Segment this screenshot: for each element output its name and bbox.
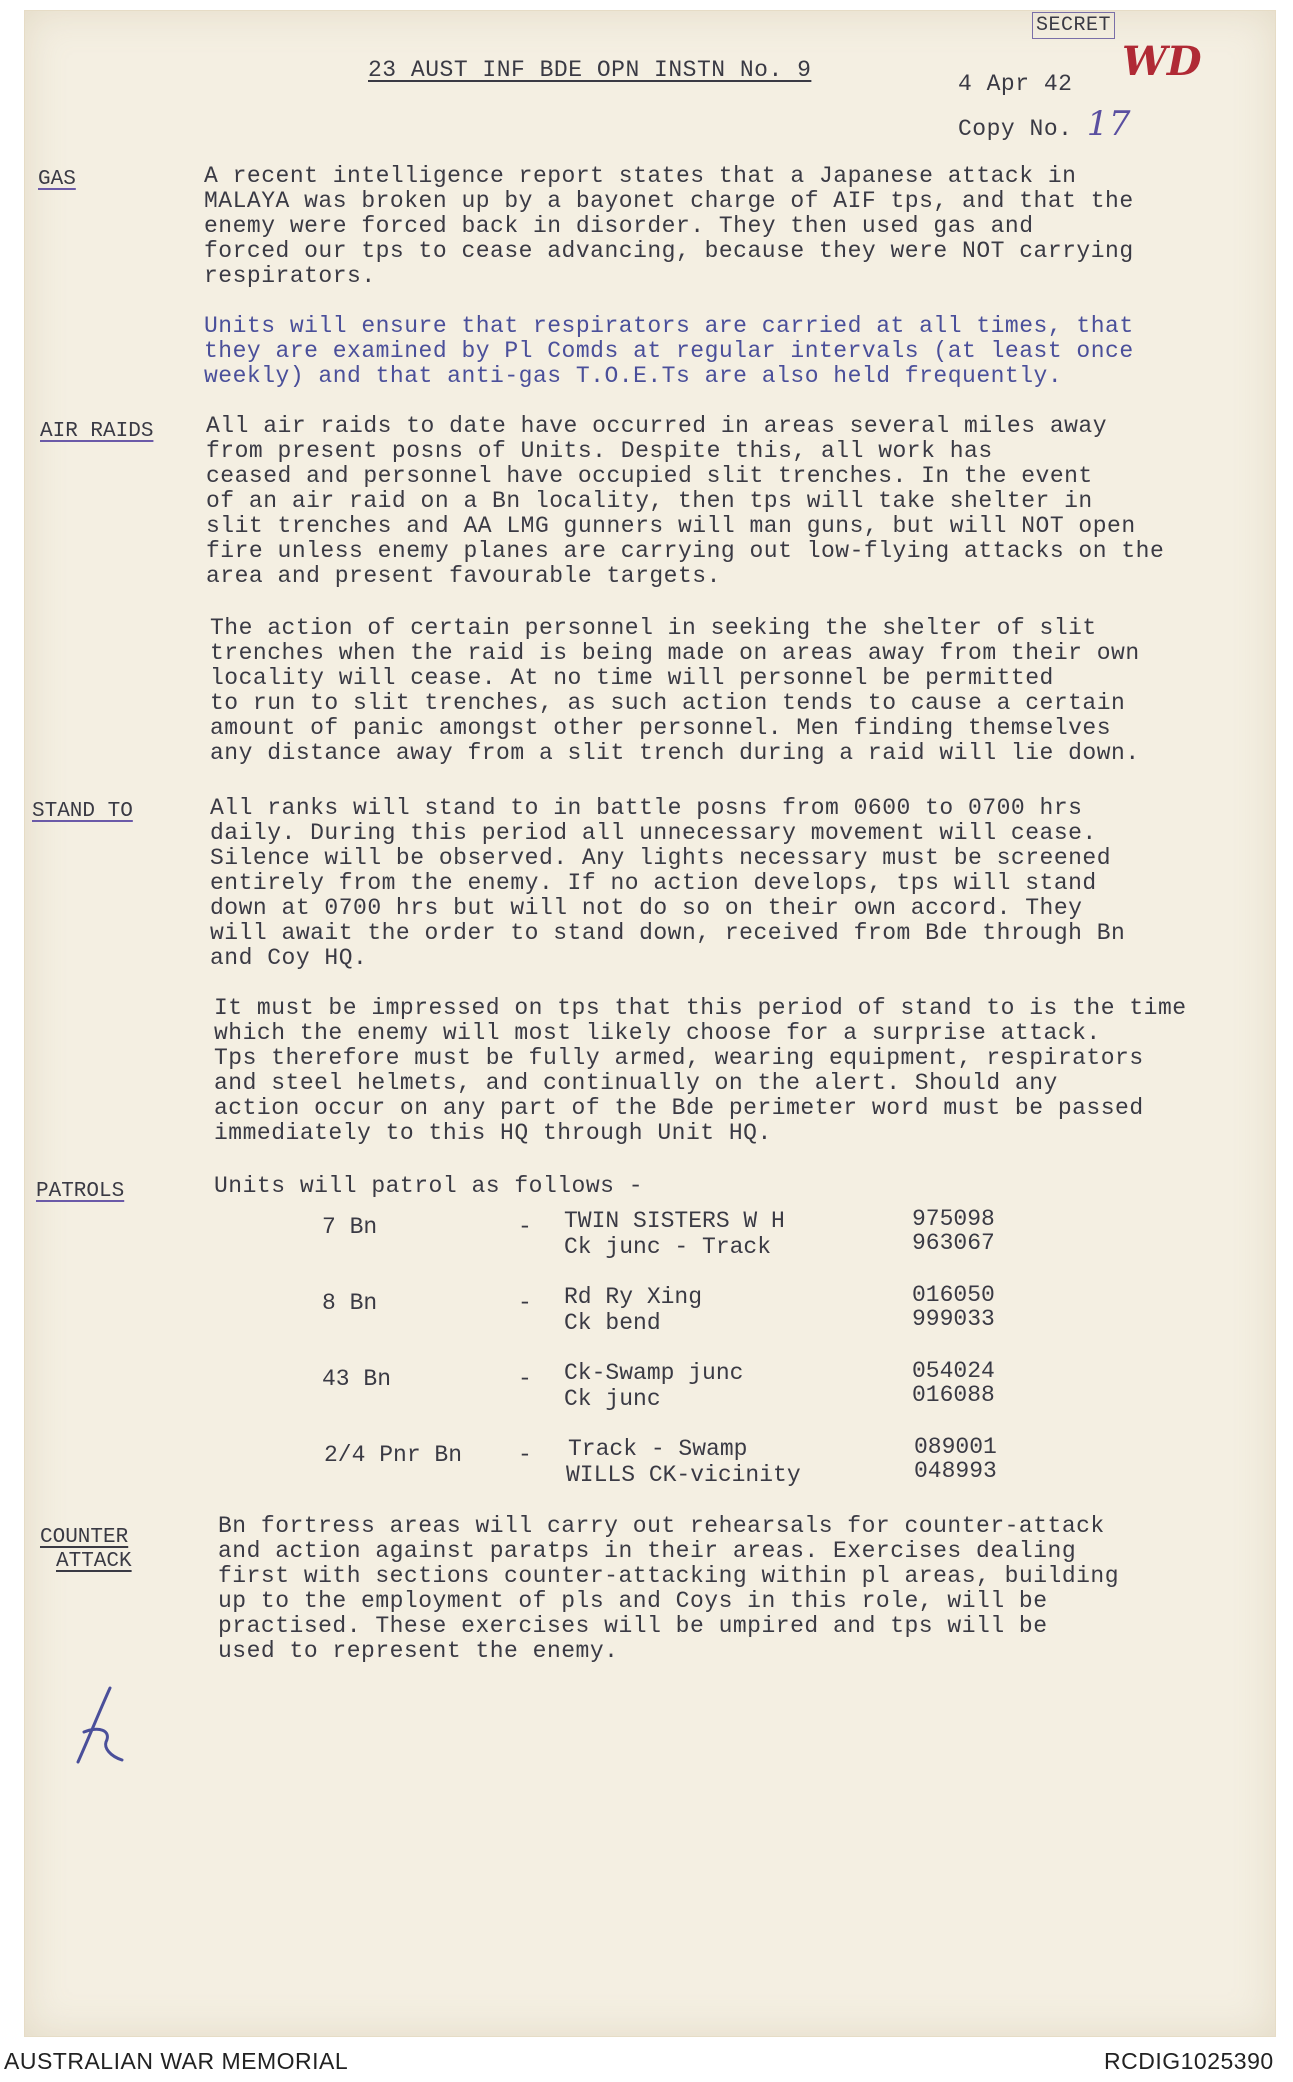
stand-to-paragraph-1	[210, 796, 1125, 971]
patrol-grid-ref: 048993	[914, 1458, 997, 1484]
text-line: Units will ensure that respirators are carried at all times, that	[204, 313, 1134, 339]
secret-stamp: SECRET	[1032, 12, 1115, 39]
text-line: ceased and personnel have occupied slit trenches. In the event	[206, 463, 1093, 489]
patrol-grid-ref: 999033	[912, 1306, 995, 1332]
text-line: weekly) and that anti-gas T.O.E.Ts are also held frequently.	[204, 363, 1063, 389]
air-raids-paragraph-2	[210, 616, 1140, 766]
patrol-route: Ck junc	[564, 1386, 661, 1412]
counter-attack-paragraph	[218, 1514, 1119, 1664]
gas-paragraph-1	[204, 164, 1134, 289]
text-line: action occur on any part of the Bde perimeter word must be passed	[214, 1095, 1144, 1121]
text-line: to run to slit trenches, as such action tends to cause a certain	[210, 690, 1126, 716]
footer-record-id: RCDIG1025390	[1104, 2048, 1274, 2074]
patrol-dash: -	[518, 1214, 532, 1240]
patrols-intro: Units will patrol as follows -	[214, 1173, 644, 1199]
section-label-line: COUNTER	[40, 1526, 129, 1549]
patrol-grid-ref: 089001	[914, 1434, 997, 1460]
stand-to-paragraph-2	[214, 996, 1187, 1146]
text-line: area and present favourable targets.	[206, 563, 721, 589]
patrol-dash: -	[518, 1290, 532, 1316]
text-line: and Coy HQ.	[210, 945, 368, 971]
text-line: and action against paratps in their areas. Exercises dealing	[218, 1538, 1077, 1564]
patrol-grid-ref: 963067	[912, 1230, 995, 1256]
text-line: first with sections counter-attacking within pl areas, building	[218, 1563, 1120, 1589]
air-raids-paragraph-1	[206, 414, 1164, 589]
text-line: will await the order to stand down, received from Bde through Bn	[210, 920, 1126, 946]
text-line: Bn fortress areas will carry out rehearsals for counter-attack	[218, 1513, 1105, 1539]
patrol-route: TWIN SISTERS W H	[564, 1208, 785, 1234]
patrol-unit: 8 Bn	[322, 1290, 378, 1316]
patrol-unit: 7 Bn	[322, 1214, 378, 1240]
copy-number: 17	[1086, 104, 1131, 144]
patrol-route: Rd Ry Xing	[564, 1284, 703, 1310]
text-line: which the enemy will most likely choose for a surprise attack.	[214, 1020, 1101, 1046]
text-line: It must be impressed on tps that this period of stand to is the time	[214, 995, 1187, 1021]
footer-archive-name: AUSTRALIAN WAR MEMORIAL	[4, 2048, 349, 2074]
patrol-route: Ck bend	[564, 1310, 661, 1336]
text-line: of an air raid on a Bn locality, then tps will take shelter in	[206, 488, 1093, 514]
text-line: down at 0700 hrs but will not do so on their own accord. They	[210, 895, 1083, 921]
patrol-route: Ck junc - Track	[564, 1234, 772, 1260]
document-title: 23 AUST INF BDE OPN INSTN No. 9	[368, 57, 812, 83]
patrol-dash: -	[518, 1366, 532, 1392]
text-line: immediately to this HQ through Unit HQ.	[214, 1120, 772, 1146]
patrol-unit: 2/4 Pnr Bn	[324, 1442, 463, 1468]
text-line: All ranks will stand to in battle posns from 0600 to 0700 hrs	[210, 795, 1083, 821]
patrol-route: Ck-Swamp junc	[564, 1360, 744, 1386]
handwritten-initials: WD	[1122, 38, 1202, 85]
patrol-grid-ref: 975098	[912, 1206, 995, 1232]
text-line: Tps therefore must be fully armed, wearing equipment, respirators	[214, 1045, 1144, 1071]
patrol-route: Track - Swamp	[568, 1436, 748, 1462]
text-line: practised. These exercises will be umpired and tps will be	[218, 1613, 1048, 1639]
text-line: Silence will be observed. Any lights necessary must be screened	[210, 845, 1112, 871]
handwritten-signature-mark	[70, 1680, 140, 1770]
text-line: MALAYA was broken up by a bayonet charge of AIF tps, and that the	[204, 188, 1134, 214]
text-line: entirely from the enemy. If no action develops, tps will stand	[210, 870, 1097, 896]
text-line: enemy were forced back in disorder. They then used gas and	[204, 213, 1034, 239]
patrol-route: WILLS CK-vicinity	[566, 1462, 801, 1488]
section-label-gas: GAS	[38, 168, 76, 191]
text-line: forced our tps to cease advancing, because they were NOT carrying	[204, 238, 1134, 264]
text-line: up to the employment of pls and Coys in this role, will be	[218, 1588, 1048, 1614]
section-label-counter-attack	[40, 1526, 132, 1574]
section-label-line: ATTACK	[56, 1550, 132, 1573]
gas-paragraph-2	[204, 314, 1134, 389]
text-line: All air raids to date have occurred in areas several miles away	[206, 413, 1108, 439]
text-line: fire unless enemy planes are carrying out low-flying attacks on the	[206, 538, 1165, 564]
text-line: from present posns of Units. Despite this, all work has	[206, 438, 993, 464]
section-label-stand-to: STAND TO	[32, 800, 133, 823]
text-line: locality will cease. At no time will personnel be permitted	[210, 665, 1054, 691]
text-line: respirators.	[204, 263, 376, 289]
patrol-grid-ref: 016050	[912, 1282, 995, 1308]
text-line: they are examined by Pl Comds at regular intervals (at least once	[204, 338, 1134, 364]
section-label-air-raids: AIR RAIDS	[40, 420, 154, 443]
text-line: trenches when the raid is being made on areas away from their own	[210, 640, 1140, 666]
text-line: A recent intelligence report states that a Japanese attack in	[204, 163, 1077, 189]
text-line: slit trenches and AA LMG gunners will man guns, but will NOT open	[206, 513, 1136, 539]
text-line: amount of panic amongst other personnel. Men finding themselves	[210, 715, 1112, 741]
patrol-unit: 43 Bn	[322, 1366, 392, 1392]
patrol-grid-ref: 054024	[912, 1358, 995, 1384]
text-line: any distance away from a slit trench during a raid will lie down.	[210, 740, 1140, 766]
patrol-dash: -	[518, 1442, 532, 1468]
text-line: daily. During this period all unnecessary movement will cease.	[210, 820, 1097, 846]
document-date: 4 Apr 42	[958, 71, 1073, 97]
copy-label: Copy No.	[958, 116, 1073, 142]
copy-number-line	[958, 104, 1131, 144]
patrol-grid-ref: 016088	[912, 1382, 995, 1408]
section-label-patrols: PATROLS	[36, 1180, 125, 1203]
text-line: and steel helmets, and continually on the alert. Should any	[214, 1070, 1058, 1096]
text-line: used to represent the enemy.	[218, 1638, 619, 1664]
text-line: The action of certain personnel in seeking the shelter of slit	[210, 615, 1097, 641]
